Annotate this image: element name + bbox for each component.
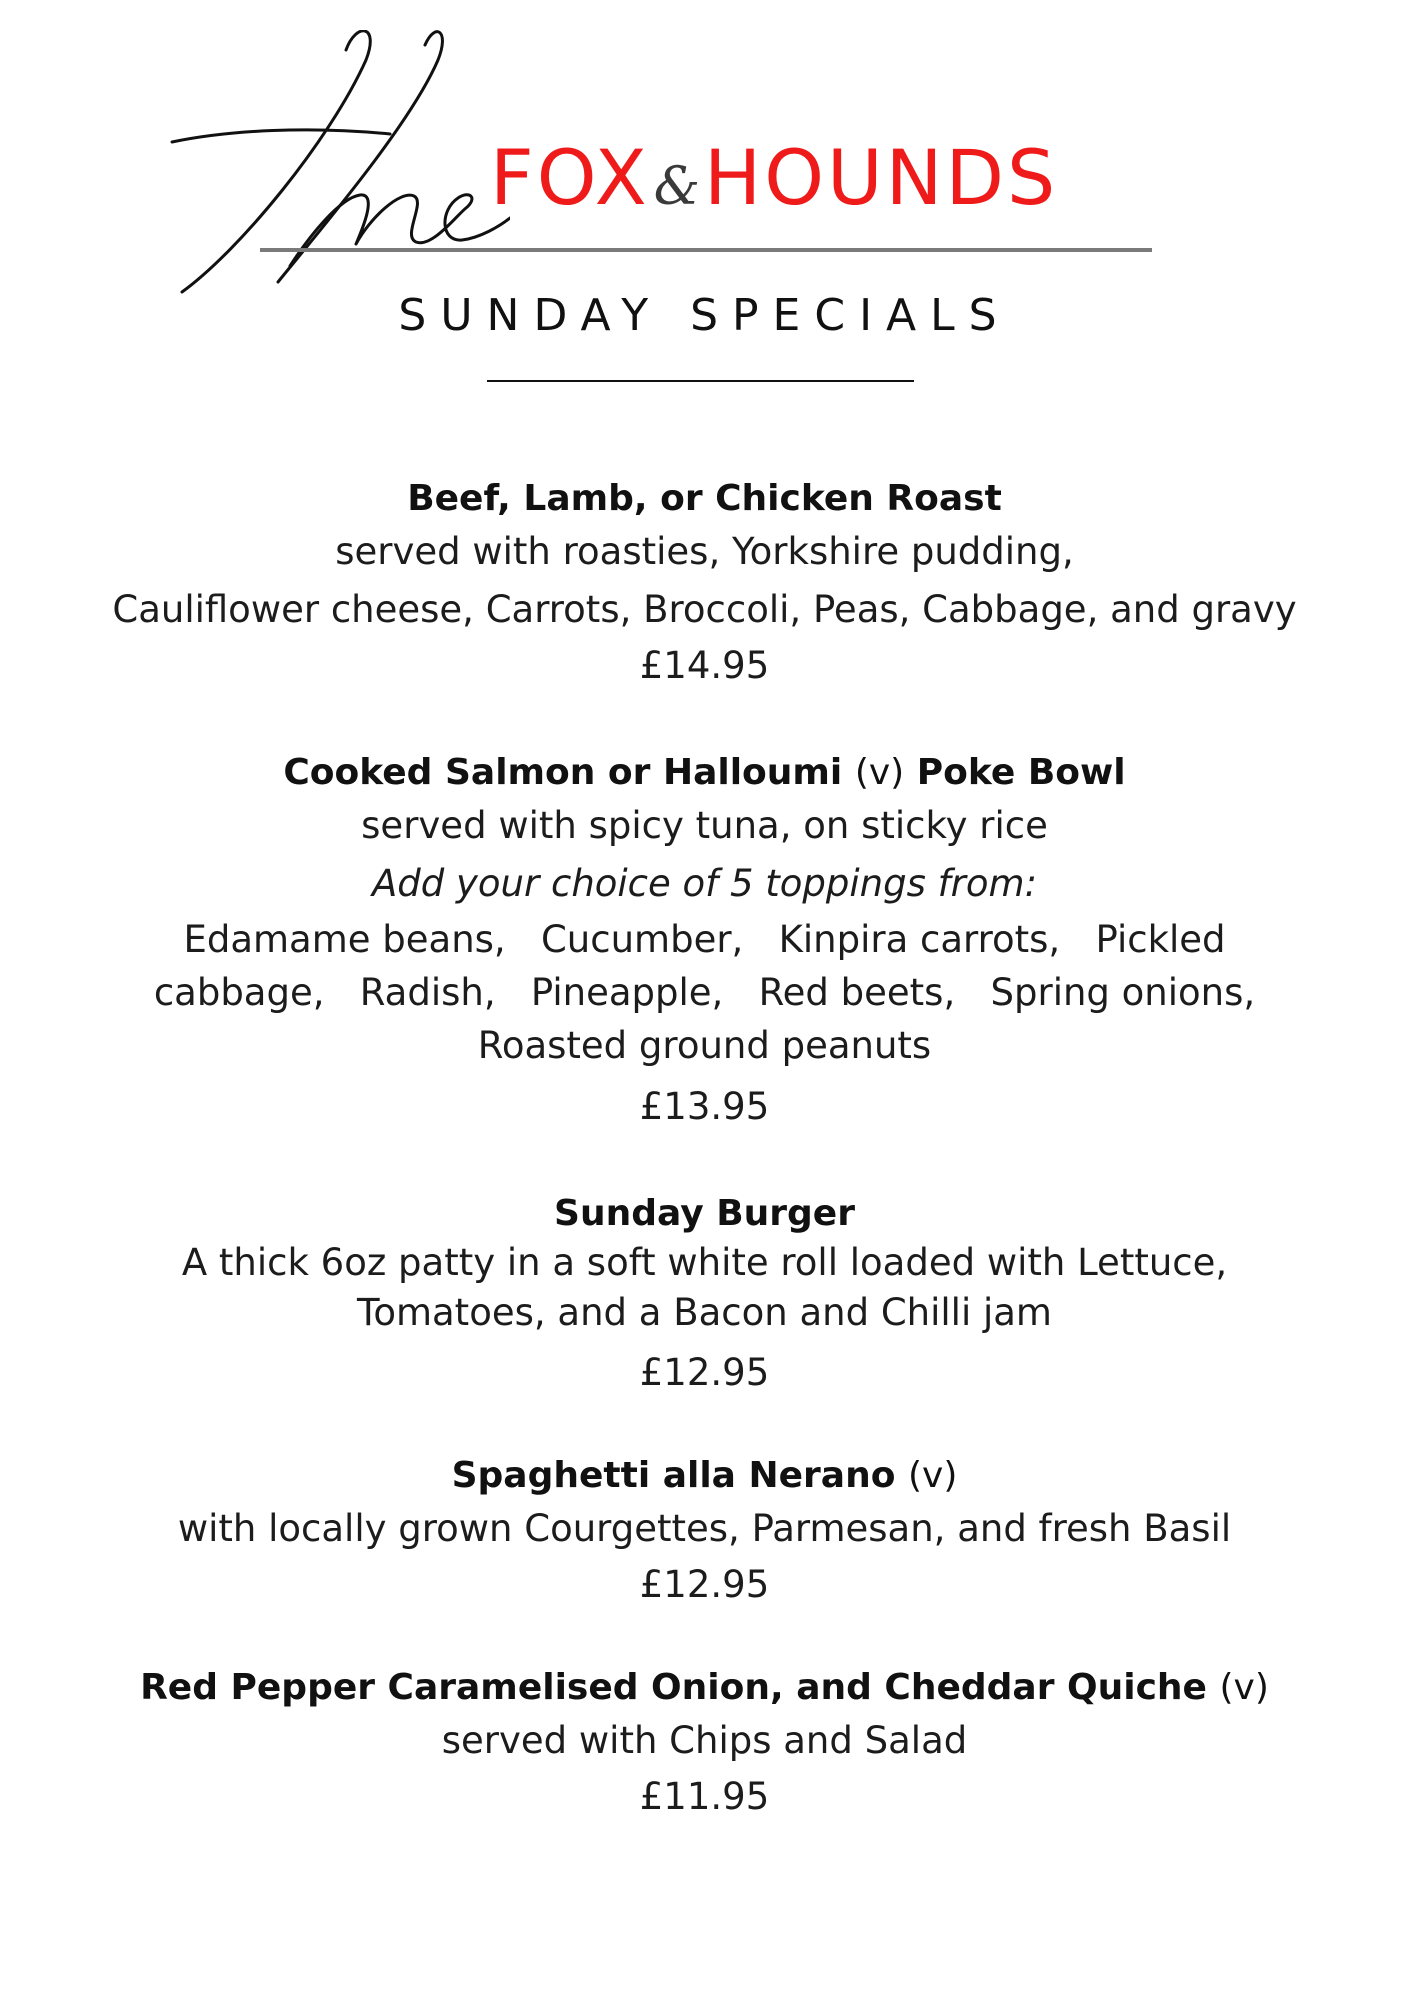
item-name <box>0 1664 1409 1712</box>
menu-item-spaghetti <box>0 1452 1409 1612</box>
vegetarian-marker: (v) <box>1219 1667 1269 1708</box>
page-title: SUNDAY SPECIALS <box>398 290 1011 341</box>
item-name: Sunday Burger <box>554 1193 855 1234</box>
item-name <box>0 1452 1409 1500</box>
menu-item-roast <box>0 475 1409 693</box>
item-description-line: Cauliflower cheese, Carrots, Broccoli, Peas, Cabbage, and gravy <box>112 588 1297 631</box>
item-name <box>0 749 1409 797</box>
item-price: £12.95 <box>639 1563 770 1606</box>
logo-script-the <box>170 30 510 300</box>
brand-hounds: HOUNDS <box>704 133 1059 222</box>
item-name-part: Poke Bowl <box>916 752 1126 793</box>
item-name-part: Red Pepper Caramelised Onion, and Cheddar Quiche <box>140 1667 1207 1708</box>
vegetarian-marker: (v) <box>908 1455 958 1496</box>
item-name: Beef, Lamb, or Chicken Roast <box>407 478 1002 519</box>
item-description-line: served with roasties, Yorkshire pudding, <box>335 530 1074 573</box>
title-divider <box>487 380 914 382</box>
item-price: £14.95 <box>639 644 770 687</box>
brand-ampersand: & <box>653 157 701 217</box>
item-description: served with Chips and Salad <box>441 1719 968 1762</box>
vegetarian-marker: (v) <box>854 752 905 793</box>
item-price: £13.95 <box>639 1085 770 1128</box>
item-price: £12.95 <box>639 1351 770 1394</box>
logo <box>0 0 1409 320</box>
item-name-part: Cooked Salmon or Halloumi <box>283 752 843 793</box>
item-price: £11.95 <box>639 1775 770 1818</box>
menu-item-poke-bowl <box>0 749 1409 1134</box>
toppings-intro: Add your choice of 5 toppings from: <box>371 862 1038 905</box>
brand-name <box>490 133 1059 222</box>
item-name-part: Spaghetti alla Nerano <box>451 1455 896 1496</box>
item-description-line: Tomatoes, and a Bacon and Chilli jam <box>357 1291 1052 1334</box>
toppings-list: Edamame beans, Cucumber, Kinpira carrots, Pickled cabbage, Radish, Pineapple, Red beets, Spring onions, Roasted ground peanuts <box>153 918 1267 1067</box>
brand-fox: FOX <box>490 133 650 222</box>
item-description-line: A thick 6oz patty in a soft white roll loaded with Lettuce, <box>181 1241 1228 1284</box>
item-description: with locally grown Courgettes, Parmesan, and fresh Basil <box>177 1507 1232 1550</box>
menu-item-burger <box>0 1190 1409 1400</box>
menu-item-quiche <box>0 1664 1409 1824</box>
menu-list <box>0 475 1409 1824</box>
logo-divider <box>260 248 1152 252</box>
item-description: served with spicy tuna, on sticky rice <box>361 804 1048 847</box>
